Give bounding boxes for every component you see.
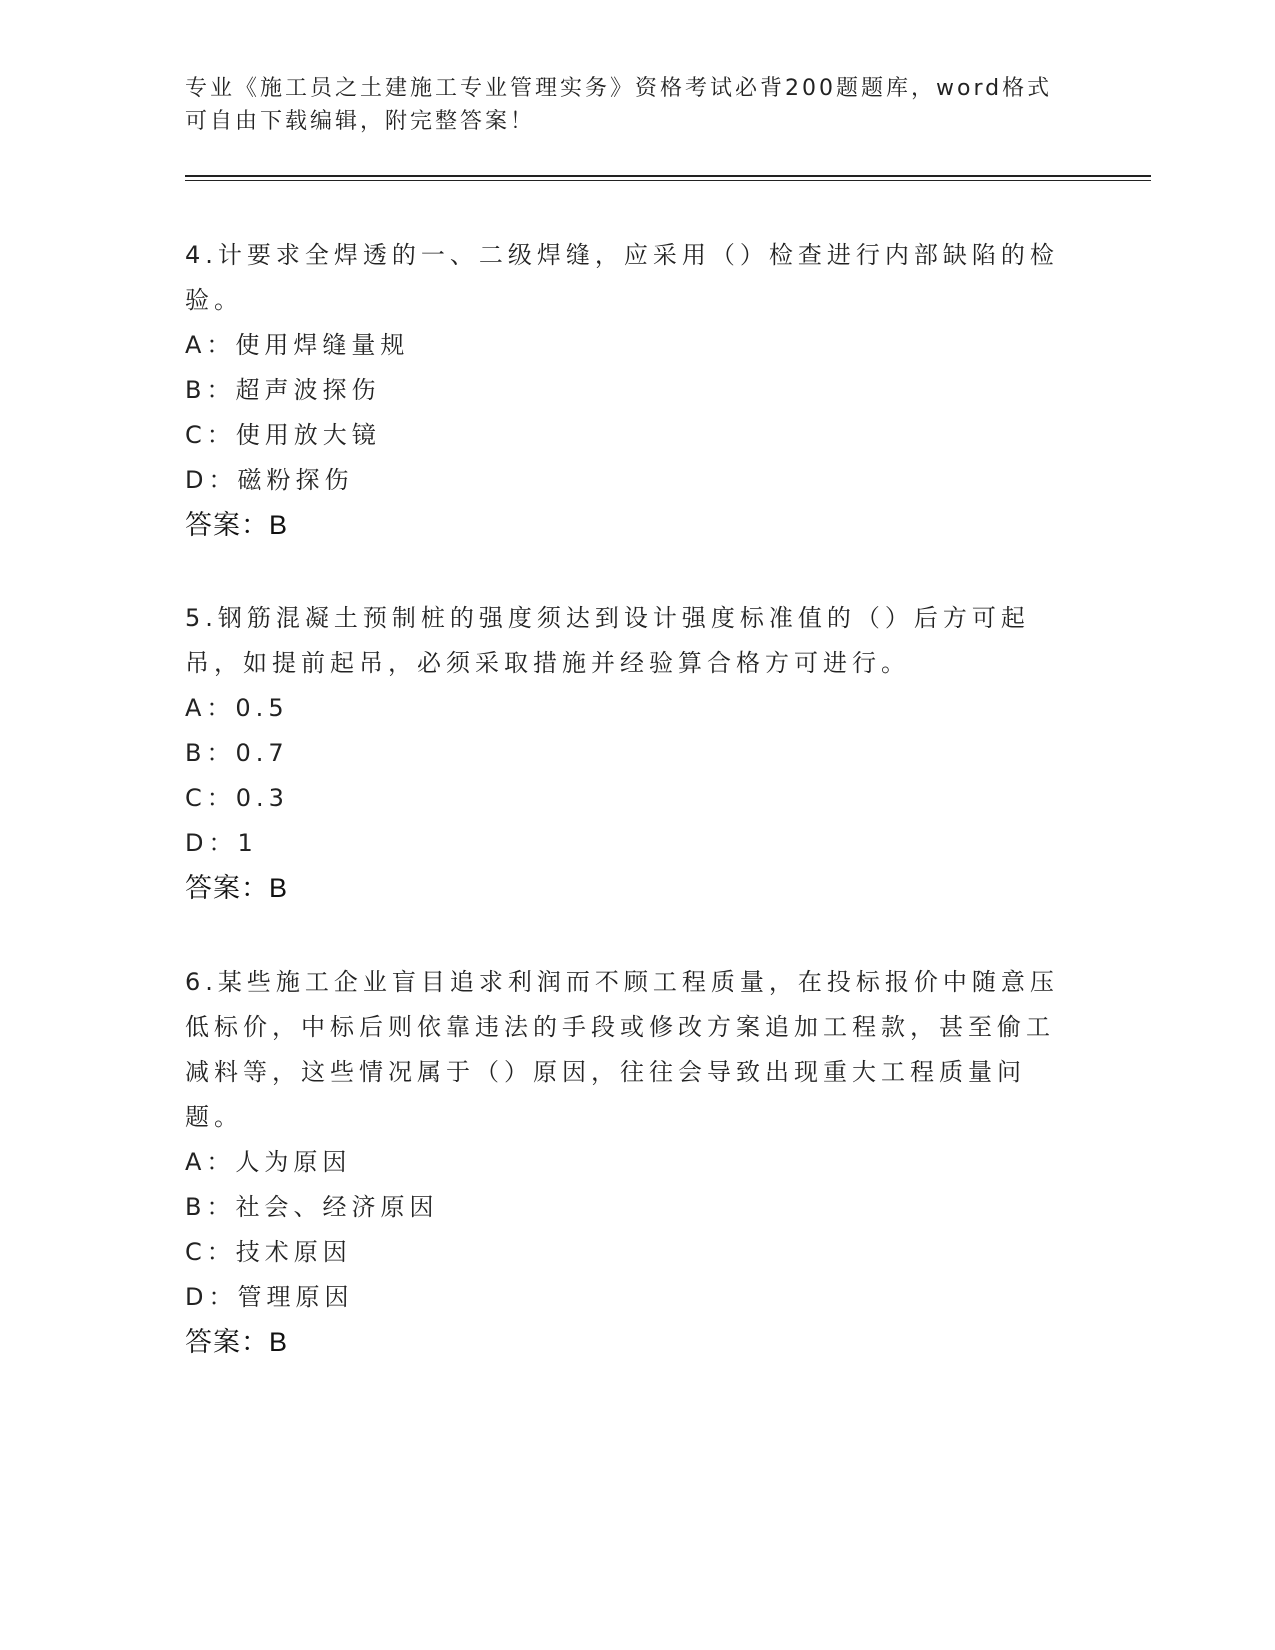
option-c: C：技术原因 [185, 1238, 352, 1266]
option-b: B：超声波探伤 [185, 376, 381, 404]
option-b: B：0.7 [185, 739, 289, 767]
option-a: A：0.5 [185, 694, 289, 722]
option-list [185, 323, 1065, 503]
answer-line: 答案：B [185, 510, 289, 540]
option-d: D：1 [185, 829, 258, 857]
option-a: A：使用焊缝量规 [185, 331, 410, 359]
document-header: 专业《施工员之土建施工专业管理实务》资格考试必背200题题库，word格式可自由下载编辑，附完整答案！ [185, 76, 1053, 134]
question-stem: 6.某些施工企业盲目追求利润而不顾工程质量，在投标报价中随意压低标价，中标后则依靠违法的手段或修改方案追加工程款，甚至偷工减料等，这些情况属于（）原因，往往会导致出现重大工程质量问题。 [185, 968, 1059, 1131]
option-d: D：磁粉探伤 [185, 466, 354, 494]
option-d: D：管理原因 [185, 1283, 354, 1311]
question-4 [185, 233, 1065, 548]
option-c: C：使用放大镜 [185, 421, 381, 449]
option-b: B：社会、经济原因 [185, 1193, 439, 1221]
question-6 [185, 960, 1065, 1365]
question-5 [185, 596, 1065, 911]
question-stem: 4.计要求全焊透的一、二级焊缝，应采用（）检查进行内部缺陷的检验。 [185, 241, 1059, 314]
question-stem: 5.钢筋混凝土预制桩的强度须达到设计强度标准值的（）后方可起吊，如提前起吊，必须采取措施并经验算合格方可进行。 [185, 604, 1030, 677]
answer-line: 答案：B [185, 1327, 289, 1357]
header-divider [185, 175, 1151, 181]
option-list [185, 1140, 1065, 1320]
answer-line: 答案：B [185, 873, 289, 903]
option-a: A：人为原因 [185, 1148, 352, 1176]
option-list [185, 686, 1065, 866]
option-c: C：0.3 [185, 784, 289, 812]
